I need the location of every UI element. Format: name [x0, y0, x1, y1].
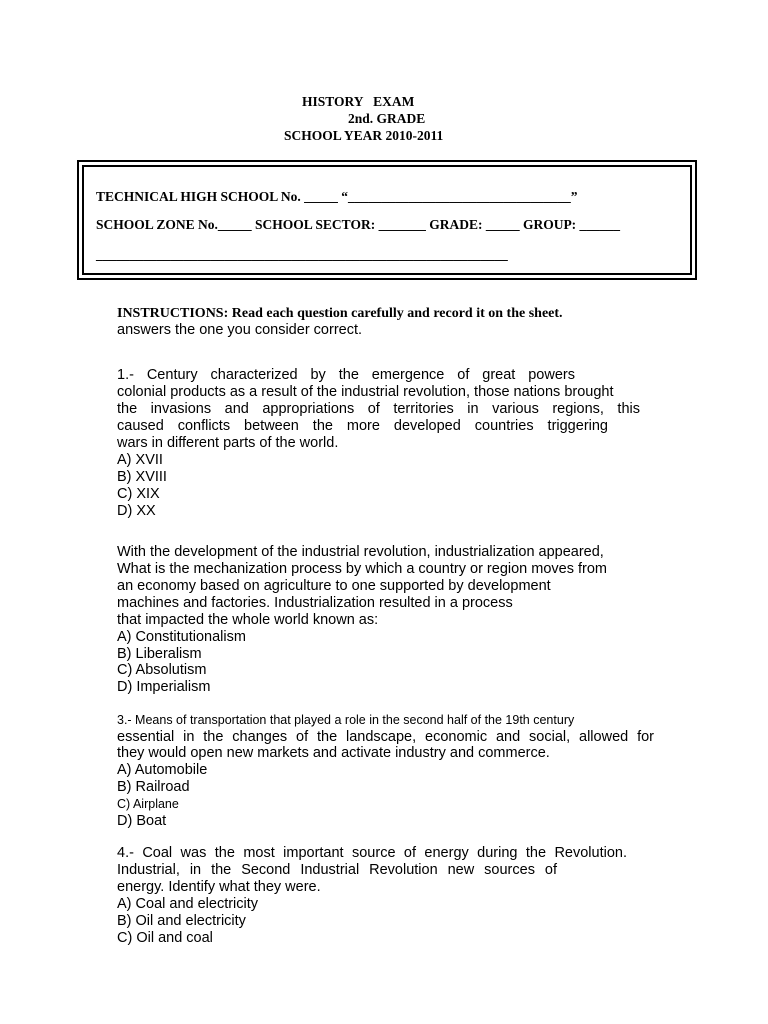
exam-title: HISTORY EXAM	[302, 94, 415, 109]
answer-option[interactable]: B) Liberalism	[117, 646, 202, 662]
answer-option[interactable]: D) Imperialism	[117, 679, 211, 695]
question-line: the invasions and appropriations of territories in various regions, this	[117, 401, 640, 417]
exam-grade: 2nd. GRADE	[348, 111, 426, 126]
question-line: 4.- Coal was the most important source of energy during the Revolution.	[117, 845, 627, 861]
answer-option[interactable]: B) XVIII	[117, 469, 167, 485]
question-line: that impacted the whole world known as:	[117, 612, 379, 628]
answer-option[interactable]: C) XIX	[117, 486, 160, 502]
question-line: 1.- Century characterized by the emergence of great powers	[117, 367, 575, 383]
question-line: colonial products as a result of the industrial revolution, those nations brought	[117, 384, 614, 400]
school-zone-line[interactable]: SCHOOL ZONE No._____ SCHOOL SECTOR: _______ GRADE: _____ GROUP: ______	[96, 217, 621, 232]
answer-option[interactable]: B) Railroad	[117, 779, 190, 795]
answer-option[interactable]: C) Oil and coal	[117, 930, 213, 946]
answer-option[interactable]: A) Automobile	[117, 762, 208, 778]
question-line: energy. Identify what they were.	[117, 879, 321, 895]
answer-option[interactable]: B) Oil and electricity	[117, 913, 246, 929]
question-line: caused conflicts between the more developed countries triggering	[117, 418, 608, 434]
question-line: What is the mechanization process by which a country or region moves from	[117, 561, 607, 577]
answer-option[interactable]: A) Constitutionalism	[117, 629, 246, 645]
answer-option[interactable]: C) Absolutism	[117, 662, 207, 678]
student-info-box	[77, 160, 697, 280]
question-line: wars in different parts of the world.	[117, 435, 339, 451]
question-line: With the development of the industrial revolution, industrialization appeared,	[117, 544, 604, 560]
question-line: machines and factories. Industrialization resulted in a process	[117, 595, 513, 611]
question-line: Industrial, in the Second Industrial Revolution new sources of	[117, 862, 557, 878]
answer-option[interactable]: C) Airplane	[117, 797, 179, 811]
school-name-line[interactable]: TECHNICAL HIGH SCHOOL No. _____ “_________________________________”	[96, 189, 578, 204]
instructions-heading: INSTRUCTIONS: Read each question carefully and record it on the sheet.	[117, 306, 563, 321]
student-name-line[interactable]: _____________________________________________________________	[96, 247, 508, 262]
school-year: SCHOOL YEAR 2010-2011	[284, 128, 444, 143]
answer-option[interactable]: A) Coal and electricity	[117, 896, 259, 912]
instructions-text: answers the one you consider correct.	[117, 322, 363, 338]
answer-option[interactable]: D) Boat	[117, 813, 167, 829]
question-line: essential in the changes of the landscape, economic and social, allowed for	[117, 729, 654, 745]
answer-option[interactable]: A) XVII	[117, 452, 163, 468]
question-line: 3.- Means of transportation that played a role in the second half of the 19th century	[117, 713, 575, 727]
student-info-box-inner	[82, 165, 692, 275]
question-line: they would open new markets and activate industry and commerce.	[117, 745, 550, 761]
answer-option[interactable]: D) XX	[117, 503, 156, 519]
question-line: an economy based on agriculture to one supported by development	[117, 578, 551, 594]
